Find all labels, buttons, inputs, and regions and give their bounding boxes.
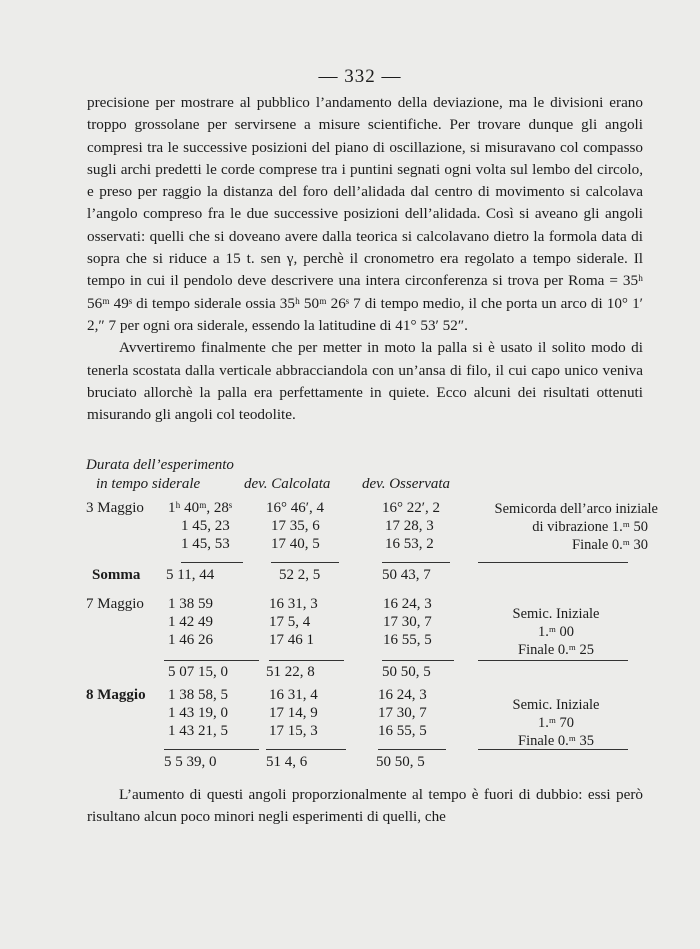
total-calc: 52 2, 5 [279, 567, 321, 583]
time-cell: 1ʰ 40ᵐ, 28ˢ [168, 500, 233, 516]
time-cell: 1 38 58, 5 [168, 687, 228, 703]
sum-rule [269, 660, 344, 661]
group-date: 7 Maggio [86, 596, 144, 612]
time-cell: 1 43 19, 0 [168, 705, 228, 721]
group-note [486, 696, 626, 750]
total-obs: 50 43, 7 [382, 567, 431, 583]
time-cell: 1 45, 23 [181, 518, 230, 534]
sum-rule [271, 562, 339, 563]
results-table [86, 456, 658, 770]
obs-cell: 16 55, 5 [383, 632, 432, 648]
sum-rule [164, 660, 259, 661]
note-line: Semic. Iniziale [512, 697, 600, 713]
note-line: Finale 0.ᵐ 30 [572, 537, 648, 553]
note-line: Finale 0.ᵐ 25 [518, 642, 594, 658]
total-obs: 50 50, 5 [382, 664, 431, 680]
total-time: 5 5 39, 0 [164, 754, 217, 770]
sum-rule [478, 749, 628, 750]
header-observed: dev. Osservata [362, 476, 451, 492]
obs-cell: 17 30, 7 [378, 705, 427, 721]
time-cell: 1 38 59 [168, 596, 213, 612]
closing-paragraph [87, 784, 643, 829]
total-label: Somma [92, 567, 141, 583]
obs-cell: 16 24, 3 [383, 596, 432, 612]
header-duration-line2: in tempo siderale [96, 476, 201, 492]
calc-cell: 17 40, 5 [271, 536, 320, 552]
paragraph-2: Avvertiremo finalmente che per metter in moto la palla si è usato il solito modo di tenerla scostata dalla verticale abbracciandola con un’ansa di filo, il cui capo unico veniva bruciato allorchè la palla era perfettamente in quiete. Ecco alcuni dei risultati ottenuti misurando gli angoli col teodolite. [87, 339, 643, 424]
sum-rule [378, 749, 446, 750]
note-line: Semic. Iniziale [512, 606, 600, 622]
note-line: Finale 0.ᵐ 35 [518, 733, 594, 749]
note-line: 1.ᵐ 00 [537, 624, 575, 640]
group-note [458, 500, 658, 554]
page-number: — 332 — [318, 66, 402, 87]
paragraph-1: precisione per mostrare al pubblico l’andamento della deviazione, ma le divisioni erano troppo grossolane per servirsene a misure scientifiche. Per trovare dunque gli angoli compresi tra le successive posizioni del piano di oscillazione, si misuravano col compasso sugli archi predetti le corde comprese tra i puntini segnati ogni volta sul lembo del circolo, e preso per raggio la distanza del foro dell’alidada dal centro di movimento si calcolava l’angolo compreso fra le due successive posizioni dell’alidada. Così si aveano gli angoli osservati: quelli che si doveano avere dalla teorica si calcolavano dietro la formola data di sopra che si riduce a 15 t. sen γ, perchè il cronometro era regolato a tempo siderale. Il tempo in cui il pendolo deve descrivere una intera circonferenza si trova per Roma = 35ʰ 56ᵐ 49ˢ di tempo siderale ossia 35ʰ 50ᵐ 26ˢ 7 di tempo medio, il che porta un arco di 10° 1′ 2,″ 7 per ogni ora siderale, essendo la latitudine di 41° 53′ 52″. [87, 94, 643, 334]
sum-rule [181, 562, 243, 563]
total-time: 5 07 15, 0 [168, 664, 228, 680]
total-time: 5 11, 44 [166, 567, 215, 583]
obs-cell: 16 24, 3 [378, 687, 427, 703]
group-note [486, 605, 626, 659]
obs-cell: 16 53, 2 [385, 536, 434, 552]
note-line: 1.ᵐ 70 [537, 715, 575, 731]
total-calc: 51 4, 6 [266, 754, 308, 770]
total-obs: 50 50, 5 [376, 754, 425, 770]
obs-cell: 16° 22′, 2 [382, 500, 441, 516]
time-cell: 1 42 49 [168, 614, 213, 630]
calc-cell: 16 31, 4 [269, 687, 318, 703]
time-cell: 1 45, 53 [181, 536, 230, 552]
calc-cell: 17 35, 6 [271, 518, 320, 534]
sum-rule [382, 562, 450, 563]
calc-cell: 17 14, 9 [269, 705, 318, 721]
obs-cell: 16 55, 5 [378, 723, 427, 739]
calc-cell: 16 31, 3 [269, 596, 318, 612]
sum-rule [478, 562, 628, 563]
note-line: Semicorda dell’arco iniziale [494, 501, 658, 517]
header-calculated: dev. Calcolata [244, 476, 331, 492]
calc-cell: 17 46 1 [269, 632, 314, 648]
time-cell: 1 43 21, 5 [168, 723, 228, 739]
time-cell: 1 46 26 [168, 632, 213, 648]
total-calc: 51 22, 8 [266, 664, 315, 680]
note-line: di vibrazione 1.ᵐ 50 [532, 519, 648, 535]
table-header [86, 456, 656, 494]
group-date: 8 Maggio [86, 687, 146, 703]
group-date: 3 Maggio [86, 500, 144, 516]
header-duration-line1: Durata dell’esperimento [86, 457, 234, 473]
sum-rule [164, 749, 259, 750]
calc-cell: 17 5, 4 [269, 614, 311, 630]
body-text [87, 92, 643, 426]
calc-cell: 17 15, 3 [269, 723, 318, 739]
obs-cell: 17 30, 7 [383, 614, 432, 630]
sum-rule [266, 749, 346, 750]
closing-text: L’aumento di questi angoli proporzionalmente al tempo è fuori di dubbio: essi però risultano alcun poco minori negli esperimenti di quelli, che [87, 786, 643, 826]
sum-rule [382, 660, 454, 661]
sum-rule [478, 660, 628, 661]
calc-cell: 16° 46′, 4 [266, 500, 325, 516]
obs-cell: 17 28, 3 [385, 518, 434, 534]
